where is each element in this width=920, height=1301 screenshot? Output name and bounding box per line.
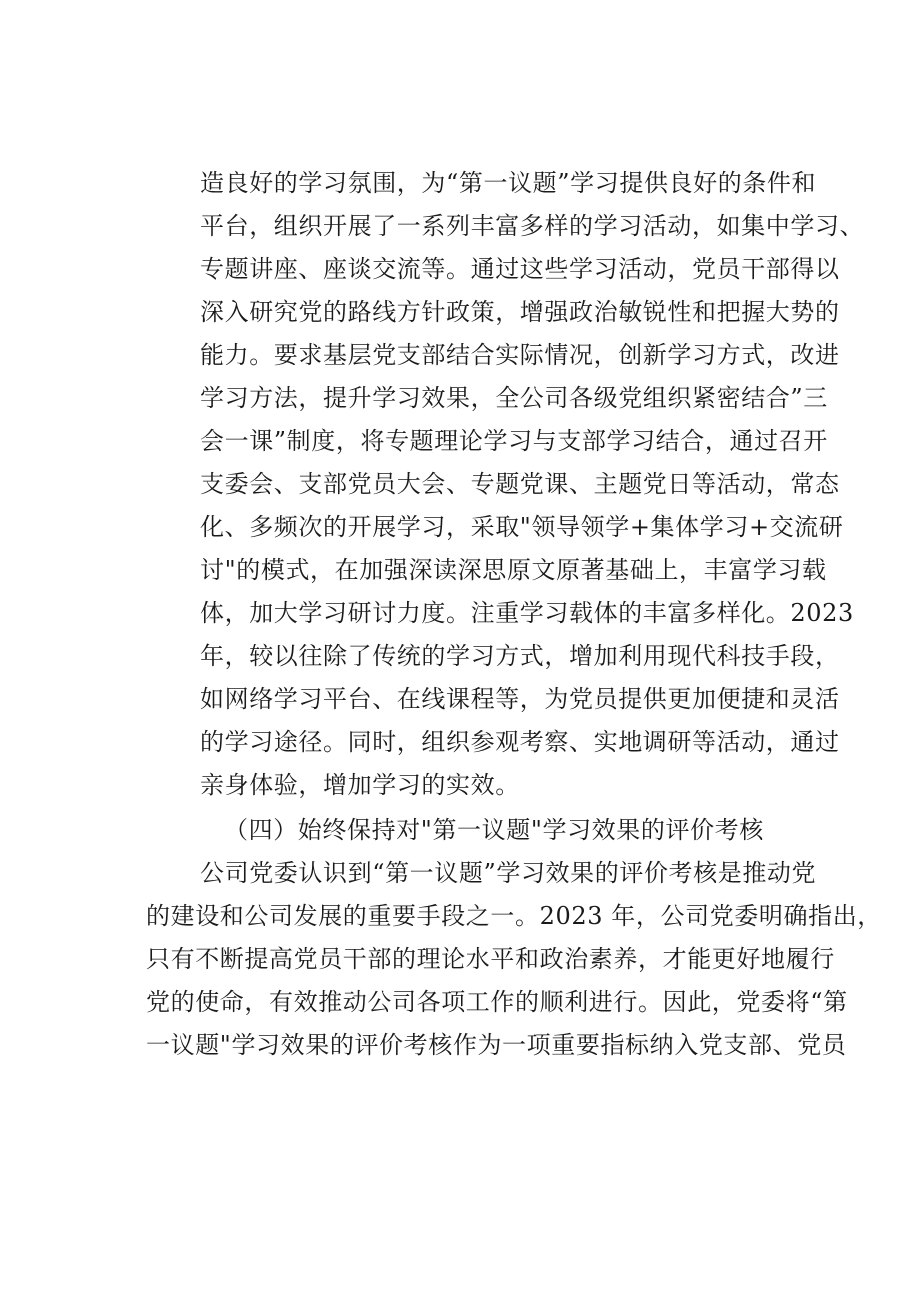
paragraph-line: 只有不断提高党员干部的理论水平和政治素养，才能更好地履行	[146, 945, 835, 973]
paragraph-line: 平台，组织开展了一系列丰富多样的学习活动，如集中学习、	[200, 212, 865, 240]
paragraph-line: 公司党委认识到“第一议题”学习效果的评价考核是推动党	[200, 859, 817, 887]
paragraph-line: 如网络学习平台、在线课程等，为党员提供更加便捷和灵活	[200, 685, 840, 713]
paragraph-line: 的学习途径。同时，组织参观考察、实地调研等活动，通过	[200, 728, 840, 756]
paragraph-line: 学习方法，提升学习效果，全公司各级党组织紧密结合”三	[200, 384, 828, 412]
paragraph-line: 造良好的学习氛围，为“第一议题”学习提供良好的条件和	[200, 169, 817, 197]
paragraph-line: 的建设和公司发展的重要手段之一。2023 年，公司党委明确指出，	[146, 902, 882, 930]
section-heading: （四）始终保持对"第一议题"学习效果的评价考核	[224, 816, 764, 844]
paragraph-line: 专题讲座、座谈交流等。通过这些学习活动，党员干部得以	[200, 255, 840, 283]
paragraph-line: 一议题"学习效果的评价考核作为一项重要指标纳入党支部、党员	[146, 1031, 847, 1059]
paragraph-line: 支委会、支部党员大会、专题党课、主题党日等活动，常态	[200, 470, 840, 498]
paragraph-line: 党的使命，有效推动公司各项工作的顺利进行。因此，党委将“第	[146, 988, 848, 1016]
paragraph-line: 亲身体验，增加学习的实效。	[200, 771, 520, 799]
paragraph-line: 会一课”制度，将专题理论学习与支部学习结合，通过召开	[200, 427, 828, 455]
paragraph-line: 讨"的模式，在加强深读深思原文原著基础上，丰富学习载	[200, 556, 827, 584]
paragraph-line: 化、多频次的开展学习，采取"领导领学+集体学习+交流研	[200, 513, 844, 541]
paragraph-line: 体，加大学习研讨力度。注重学习载体的丰富多样化。2023	[200, 599, 854, 627]
paragraph-line: 深入研究党的路线方针政策，增强政治敏锐性和把握大势的	[200, 298, 840, 326]
paragraph-line: 能力。要求基层党支部结合实际情况，创新学习方式，改进	[200, 341, 840, 369]
paragraph-line: 年，较以往除了传统的学习方式，增加利用现代科技手段，	[200, 642, 840, 670]
